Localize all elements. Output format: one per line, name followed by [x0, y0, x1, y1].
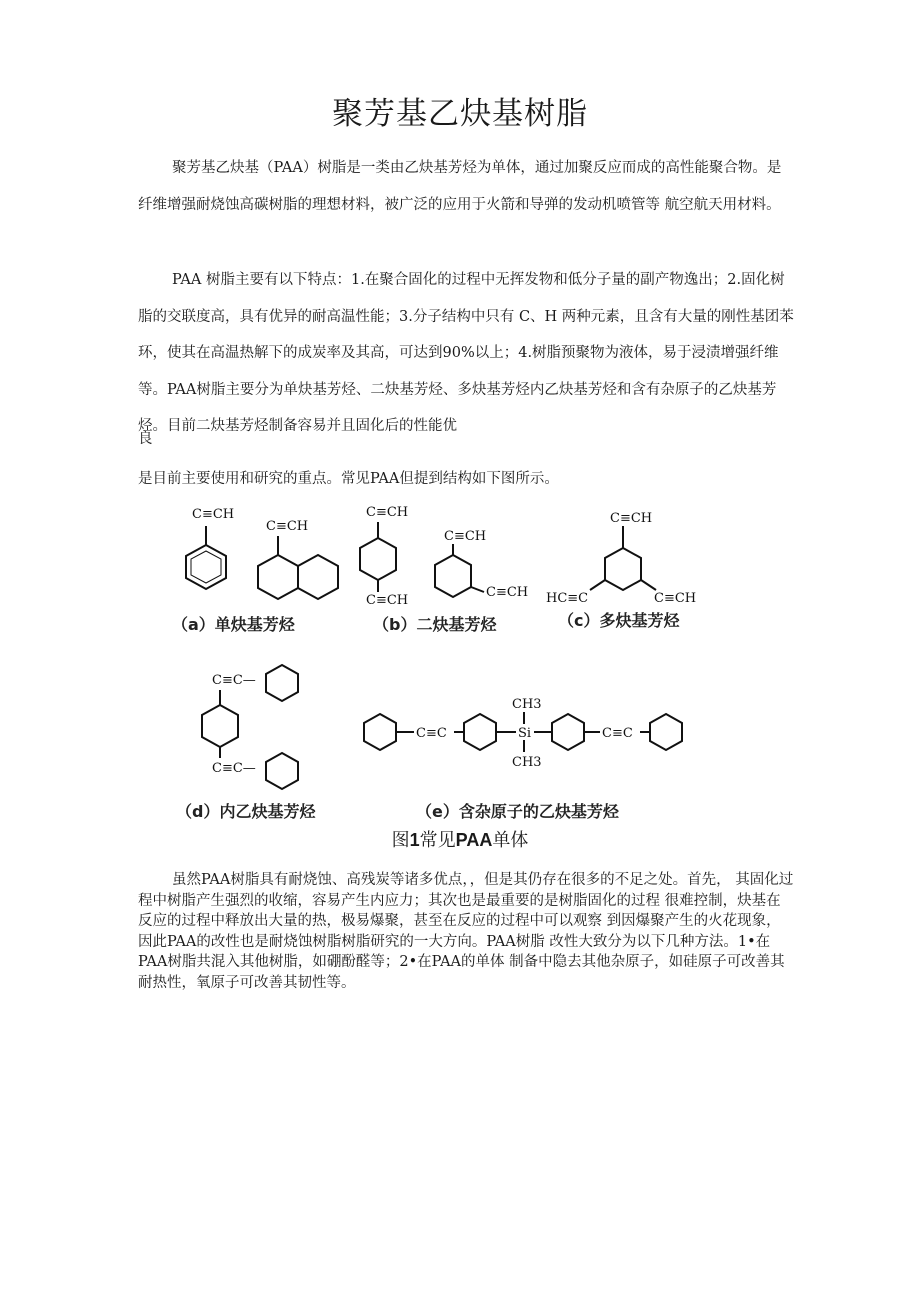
group-b-bottom: C≡CH — [366, 593, 409, 608]
group-c-right: C≡CH — [654, 591, 697, 606]
page-title: 聚芳基乙炔基树脂 — [332, 96, 588, 132]
structure-a-ethynylnaphthalene — [258, 519, 338, 599]
figure-caption — [0, 826, 920, 852]
label-e: （e）含杂原子的乙炔基芳烃 — [416, 802, 619, 821]
group-d-top: C≡C— — [212, 673, 256, 688]
group-e-right: C≡C — [602, 726, 633, 741]
group-c-top: C≡CH — [610, 511, 653, 526]
label-c: （c）多炔基芳烃 — [558, 611, 680, 630]
group-b2-top: C≡CH — [444, 529, 487, 544]
figure-intro-paragraph: 是目前主要使用和研究的重点。常见PAA但提到结构如下图所示。 — [138, 471, 559, 487]
group-e-ch3-top: CH3 — [512, 697, 542, 712]
group-e-left: C≡C — [416, 726, 447, 741]
group-e-si: Si — [518, 726, 532, 741]
group-e-ch3-bottom: CH3 — [512, 755, 542, 770]
label-b: （b）二炔基芳烃 — [373, 615, 497, 634]
group-a2-ethynyl: C≡CH — [266, 519, 309, 534]
paa-monomer-figure — [168, 500, 728, 830]
features-paragraph: PAA 树脂主要有以下特点：1.在聚合固化的过程中无挥发物和低分子量的副产物逸出；2.固化树脂的交联度高，具有优异的耐高温性能；3.分子结构中只有 C、H 两种元素，且含有大量的刚性基团苯环，使其在高温热解下的成炭率及其高，可达到90%以上；4.树脂预聚物为液体，易于浸渍增强纤维等。PAA树脂主要分为单炔基芳烃、二炔基芳烃、多炔基芳烃内乙炔基芳烃和含有杂原子的乙炔基芳烃。目前二炔基芳烃制备容易并且固化后的性能优 — [138, 272, 794, 434]
structure-a-phenylacetylene — [186, 507, 234, 589]
caption-prefix: 图 — [391, 830, 410, 850]
group-d-bottom: C≡C— — [212, 761, 256, 776]
structure-e-si — [364, 697, 682, 770]
group-b2-side: C≡CH — [486, 585, 529, 600]
label-a: （a）单炔基芳烃 — [172, 615, 295, 634]
structures-diagram — [168, 500, 728, 830]
group-c-left: HC≡C — [546, 591, 589, 606]
features-paragraph-tail: 良 — [138, 431, 153, 447]
caption-number: 1 — [409, 830, 420, 850]
structure-b-para — [360, 505, 408, 608]
caption-bold: PAA — [455, 830, 493, 850]
label-d: （d）内乙炔基芳烃 — [176, 802, 316, 821]
modification-paragraph: 虽然PAA树脂具有耐烧蚀、高残炭等诸多优点，，但是其仍存在很多的不足之处。首先， 其固化过程中树脂产生强烈的收缩，容易产生内应力；其次也是最重要的是树脂固化的过程 很难控制，炔基在反应的过程中释放出大量的热，极易爆聚，甚至在反应的过程中可以观察 到因爆聚产生的火花现象，因此PAA的改性也是耐烧蚀树脂树脂研究的一大方向。PAA树脂 改性大致分为以下几种方法。1•在PAA树脂共混入其他树脂，如硼酚醛等；2•在PAA的单体 制备中隐去其他杂原子，如硅原子可改善其耐热性，氧原子可改善其韧性等。 — [138, 872, 794, 991]
structure-d-internal — [202, 665, 298, 789]
intro-paragraph: 聚芳基乙炔基（PAA）树脂是一类由乙炔基芳烃为单体，通过加聚反应而成的高性能聚合物。是纤维增强耐烧蚀高碳树脂的理想材料，被广泛的应用于火箭和导弹的发动机喷管等 航空航天用材料。 — [138, 160, 782, 213]
group-b-top: C≡CH — [366, 505, 409, 520]
group-a-ethynyl: C≡CH — [192, 507, 235, 522]
caption-text: 常见 — [419, 830, 456, 850]
caption-suffix: 单体 — [492, 830, 529, 850]
structure-c-triethynyl — [546, 511, 696, 606]
structure-b-meta — [435, 529, 528, 600]
